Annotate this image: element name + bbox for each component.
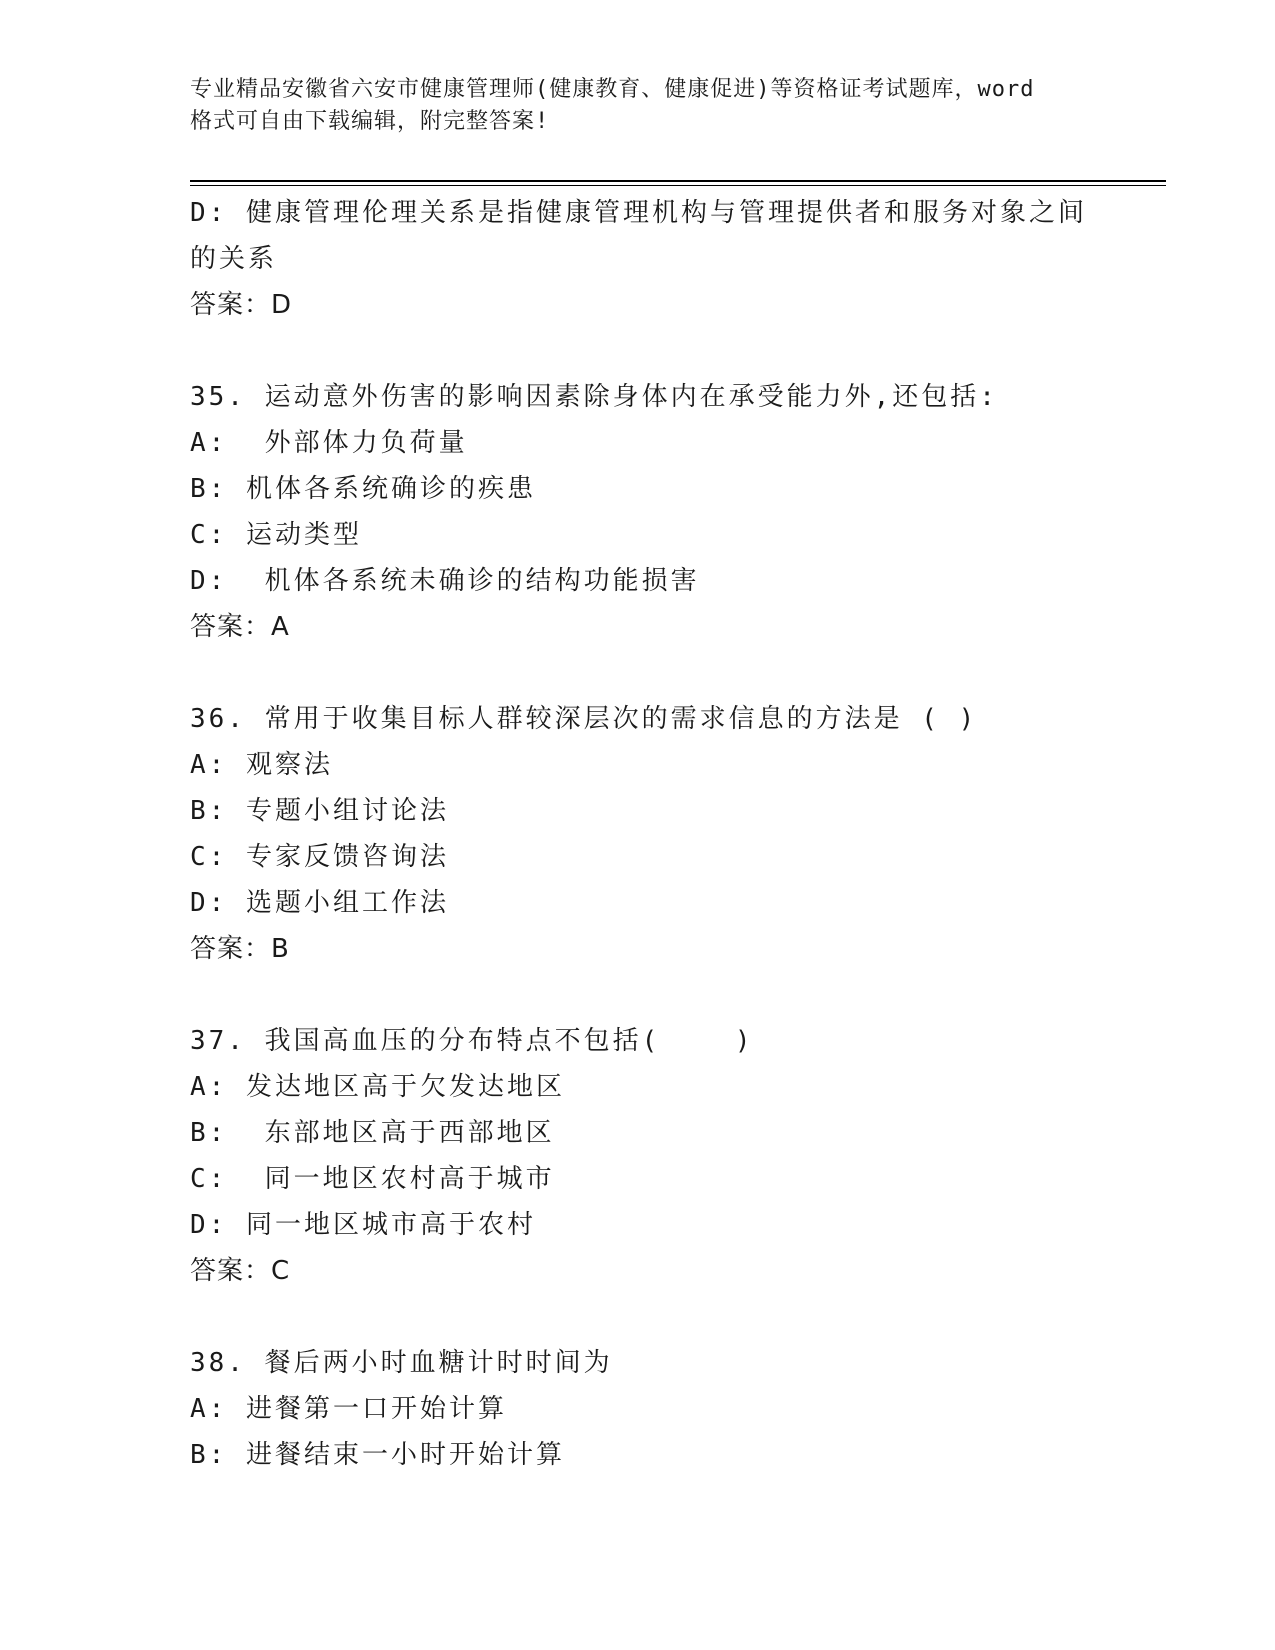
- option-d: D: 健康管理伦理关系是指健康管理机构与管理提供者和服务对象之间: [190, 198, 1087, 228]
- spacer: [190, 972, 1090, 1018]
- option-c: C: 同一地区农村高于城市: [190, 1164, 555, 1194]
- question-block-37: [190, 1018, 1090, 1294]
- option-c: C: 运动类型: [190, 520, 362, 550]
- question-stem: 37. 我国高血压的分布特点不包括( ): [190, 1026, 754, 1056]
- answer-label: 答案：B: [190, 934, 290, 964]
- question-stem: 36. 常用于收集目标人群较深层次的需求信息的方法是 ( ): [190, 704, 978, 734]
- question-stem: 38. 餐后两小时血糖计时时间为: [190, 1348, 613, 1378]
- header-divider-thick: [190, 180, 1166, 182]
- question-stem: 35. 运动意外伤害的影响因素除身体内在承受能力外,还包括:: [190, 382, 998, 412]
- option-b: B: 专题小组讨论法: [190, 796, 449, 826]
- question-block-36: [190, 696, 1090, 972]
- option-a: A: 发达地区高于欠发达地区: [190, 1072, 565, 1102]
- question-list: [190, 190, 1090, 1478]
- option-b: B: 东部地区高于西部地区: [190, 1118, 555, 1148]
- spacer: [190, 650, 1090, 696]
- option-d: D: 同一地区城市高于农村: [190, 1210, 536, 1240]
- question-block-previous: [190, 190, 1090, 328]
- option-c: C: 专家反馈咨询法: [190, 842, 449, 872]
- question-block-35: [190, 374, 1090, 650]
- document-header: [190, 74, 1100, 138]
- spacer: [190, 328, 1090, 374]
- question-block-38: [190, 1340, 1090, 1478]
- option-b: B: 机体各系统确诊的疾患: [190, 474, 536, 504]
- option-a: A: 观察法: [190, 750, 333, 780]
- option-a: A: 进餐第一口开始计算: [190, 1394, 507, 1424]
- answer-label: 答案：C: [190, 1256, 291, 1286]
- option-a: A: 外部体力负荷量: [190, 428, 468, 458]
- answer-label: 答案：A: [190, 612, 290, 642]
- spacer: [190, 1294, 1090, 1340]
- answer-label: 答案：D: [190, 290, 293, 320]
- option-d: D: 选题小组工作法: [190, 888, 449, 918]
- option-b: B: 进餐结束一小时开始计算: [190, 1440, 565, 1470]
- header-line-2: 格式可自由下载编辑，附完整答案!: [190, 109, 550, 134]
- option-d-continued: 的关系: [190, 244, 278, 274]
- header-line-1: 专业精品安徽省六安市健康管理师(健康教育、健康促进)等资格证考试题库，word: [190, 77, 1035, 102]
- option-d: D: 机体各系统未确诊的结构功能损害: [190, 566, 700, 596]
- header-divider-thin: [190, 185, 1166, 186]
